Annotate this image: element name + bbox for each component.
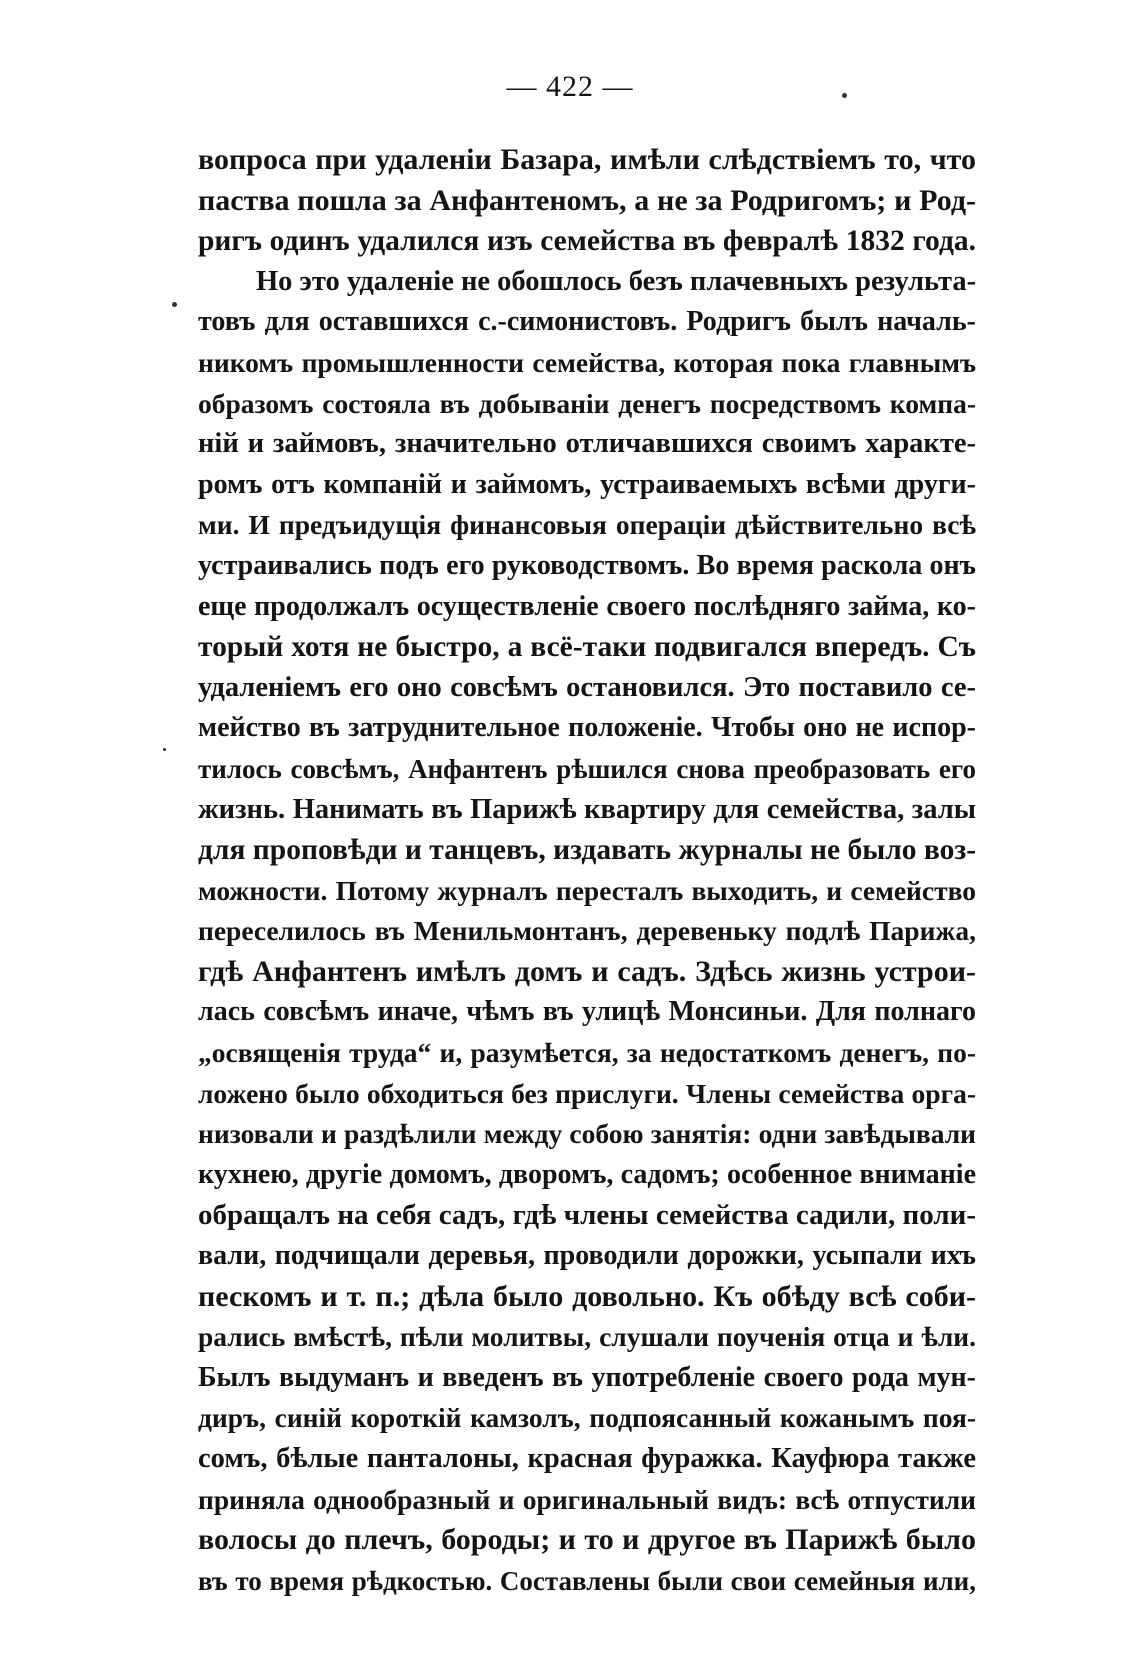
text-line: Но это удаленіе не обошлось безъ плачевныхъ результа- (256, 265, 976, 297)
text-line: тилось совсѣмъ, Анфантенъ рѣшился снова преобразовать его (198, 753, 976, 784)
text-line: ромъ отъ компаній и займомъ, устраиваемыхъ всѣми други- (198, 468, 976, 500)
text-line: образомъ состояла въ добываніи денегъ посредствомъ компа- (198, 387, 976, 419)
text-line: Былъ выдуманъ и введенъ въ употребленіе своего рода мун- (198, 1361, 976, 1393)
text-line: переселилось въ Менильмонтанъ, деревеньку подлѣ Парижа, (198, 915, 976, 947)
text-line: паства пошла за Анфантеномъ, а не за Родригомъ; и Род- (198, 183, 976, 217)
text-line: товъ для оставшихся с.-симонистовъ. Родригъ былъ началь- (198, 306, 976, 338)
text-line: вопроса при удаленіи Базара, имѣли слѣдствіемъ то, что (198, 143, 976, 176)
text-line: пескомъ и т. п.; дѣла было довольно. Къ обѣду всѣ соби- (198, 1279, 976, 1313)
text-line: ній и займовъ, значительно отличавшихся своимъ характе- (198, 428, 976, 460)
ink-speck (163, 748, 166, 751)
text-line: никомъ промышленности семейства, которая пока главнымъ (198, 346, 976, 378)
text-line: ригъ одинъ удалился изъ семейства въ февралѣ 1832 года. (198, 225, 976, 258)
text-line: можности. Потому журналъ пересталъ выходить, и семейство (198, 874, 976, 906)
text-line: низовали и раздѣлили между собою занятія: одни завѣдывали (198, 1118, 976, 1150)
text-line: торый хотя не быстро, а всё-таки подвигался впередъ. Съ (198, 631, 976, 664)
text-line: для проповѣди и танцевъ, издавать журналы не было воз- (198, 834, 976, 867)
text-line: жизнь. Нанимать въ Парижѣ квартиру для семейства, залы (198, 793, 976, 825)
text-line: приняла однообразный и оригинальный видъ: всѣ отпустили (198, 1483, 976, 1515)
text-line: еще продолжалъ осуществленіе своего послѣдняго займа, ко- (198, 590, 976, 622)
text-line: лась совсѣмъ иначе, чѣмъ въ улицѣ Монсиньи. Для полнаго (198, 996, 976, 1028)
ink-speck (842, 93, 847, 98)
text-line: волосы до плечъ, бороды; и то и другое въ Парижѣ было (198, 1523, 976, 1557)
text-line: ложено было обходиться без прислуги. Члены семейства орга- (198, 1077, 976, 1109)
text-line: рались вмѣстѣ, пѣли молитвы, слушали поученія отца и ѣли. (198, 1321, 976, 1353)
text-line: вали, подчищали деревья, проводили дорожки, усыпали ихъ (198, 1240, 976, 1272)
text-line: гдѣ Анфантенъ имѣлъ домъ и садъ. Здѣсь жизнь устрои- (198, 954, 976, 988)
text-line: „освященія труда“ и, разумѣется, за недостаткомъ денегъ, по- (198, 1037, 976, 1069)
ink-speck (172, 302, 177, 307)
page-number: — 422 — (506, 70, 634, 103)
text-line: кухнею, другіе домомъ, дворомъ, садомъ; особенное вниманіе (198, 1158, 976, 1190)
text-line: ми. И предъидущія финансовыя операціи дѣйствительно всѣ (198, 509, 976, 541)
text-line: обращалъ на себя садъ, гдѣ члены семейства садили, поли- (198, 1199, 976, 1232)
text-line: мейство въ затруднительное положеніе. Чтобы оно не испор- (198, 712, 976, 744)
text-line: сомъ, бѣлые панталоны, красная фуражка. Кауфюра также (198, 1443, 976, 1474)
text-line: устраивались подъ его руководствомъ. Во время раскола онъ (198, 549, 976, 581)
text-line: удаленіемъ его оно совсѣмъ остановился. Это поставило се- (198, 671, 976, 703)
body-text (198, 140, 976, 1601)
text-line: диръ, синій короткій камзолъ, подпоясанный кожанымъ поя- (198, 1402, 976, 1434)
text-line: въ то время рѣдкостью. Составлены были свои семейныя или, (198, 1565, 976, 1596)
